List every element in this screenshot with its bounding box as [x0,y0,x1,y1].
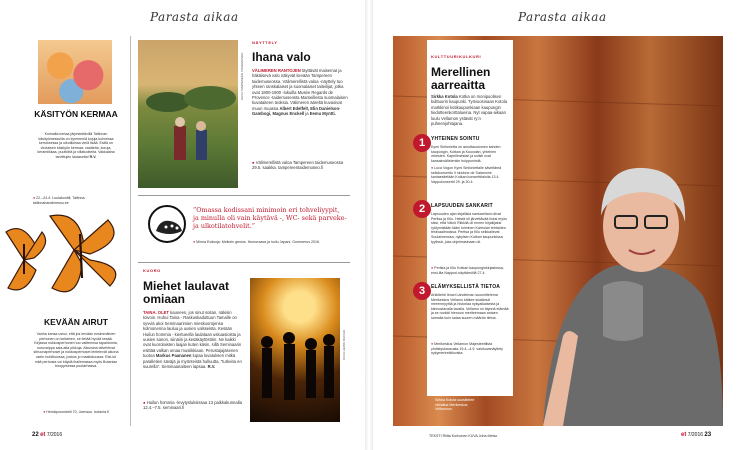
article-intro: Sirkka Kotola Kotka on monipuolisen kulttuurin kaupunki. Työvuosinaan Kotola markkinoi kotikaupunkiaan kaupungin tiedotteenkorttalueina. Nyt vapaa-aikaan luulu Vellamon ystävät ry:n puheenjohtajana. [431,94,508,127]
exhibition-painting [138,40,238,188]
article-panel [427,40,513,396]
item-2-body: Lapsuuden ajan kirjallisia sankareitani olivat Peritsa ja Kilu. Heistä oli järvettävää iloksi myös siksi, että Väinö Riikkilä oli ennen kirjailijaksi ryhtymistään lääni toiminen Karhulan tehtaiden terävaalimoissa. Peritsa ja Kilu seikkailevat Suulaimenssa, nykyisen Kotkan kaupunkissa tyylissä, joka ohjelmasinaan oli. [431,212,507,244]
item-1-info: ● Luca Vogon Kymi Sinfoniettalle säveltämä sellokonsertto Il sindone de Salamone kantaesitetään Kotkan konserttitalolla 13.4. Vappukonsertit 29. ja 30.4. [431,166,502,184]
item-3-info: ● Merikeskus Vellamon Majesteettiista yhdistyskaususta 19.4.–4.9. valokuvanäyttely nykymeriretkiluvista. [431,342,503,356]
right-folio: et 7/2016 23 [681,432,712,438]
column-divider [130,36,131,426]
butterfly-title: KEVÄÄN AIRUT [44,317,108,327]
exhibition-info: ● Välimerellistä valoa Tampereen taidemuseossa 29.5. saakka. tampereentaidemuseo.fi [252,160,344,171]
spread-gutter [365,0,373,450]
knitting-title: KÄSITYÖN KERMAA [34,109,118,119]
exhibition-photo-credit: KUVA TAMPEREEN TAIDEMUSEO [240,52,244,100]
knitting-image [38,40,112,104]
butterfly-body: Vanha kansa uskoi, että jos kevään ensimmäinen perhonen on keltainen, se tietää hyvää kesää. Kirjassa nokkosperhonen tuo valtteensa tapahtumia, suruvaippa sala-aita pikkuja. Aikuisina talvehtivat sitruunaperhoset ja nokkosperhoset lentelevät aikona usein huhtikuussa, joskus jo maaliskuussa. Etsi-kö mitä perhosia voi käydä ihailemassa myös Botanian trooppisessa puutarhassa. [33,332,119,369]
butterfly-illustration [4,210,129,310]
item-1-body: Kymi Sinfonietta on amuttaoulomen kahden kaupungin, Kotkan ja Kouvolan, yhteinen orkesteri. Kapellimestari ja solisti ovat kansainvälistenkin huippunimiä. [431,145,501,163]
butterfly-info: ● Heinäpuronlahti 70, Joensuu. botania.fi [43,410,109,414]
slipper-icon [148,205,186,243]
concert-kicker: KUORO [143,268,161,273]
knitting-info: ● 22.–24.4. Luulakonttii, Tallinna. tallinnahandimessu.ee [33,196,86,205]
article-title: Merellinen aarreaitta [431,65,491,92]
left-folio: 22 et 7/2016 [32,432,63,438]
concert-body: TAINA. OLET kauneen, jos sinut soitan, näkisin toivoin. Huhui Taina - Raskuskaduttuun Tamalle on syvviä akoi Seminaarimien mieskuorojensa kolmonenna laulua ja uusien valsseista. Kesään Huilun hommia - kiertueella laulataan uskuasioista ja uusien sanon, siinäiin ja kesäkäytöstöin. Ne kaikki ovat kuorolaisten laajan kuten käsin, sillä Seminaarin esittää valkan omaa musiikkiaan. Perustajajäsenen tuotoa Markus Paananen lupaa luvatuksen mitkä paralletien säväjä ja myönteistä hulluutta, "turkeita en suurella". Seminaariaiteen lapsaa. R.V. [143,310,242,370]
item-2-info: ● Peritsa ja Kilu Kotkan kaupunginkirjastossa, ensi-ilta Nappuri-näyttämöllä 27.4. [431,266,504,275]
right-page-header: Parasta aikaa [518,10,607,24]
section-divider [138,195,350,196]
left-page-header: Parasta aikaa [150,10,239,24]
knitting-body: Koimalta kertaa järjestettävillä Tallinnan käsityömessuilla on kymmeniä kojuja kolmessa kerroksessa ja ulkotiloissa vielä lisää. Esillä on virolaisen käsityön kermaa: vaatteita, koruja, keramiikkaa, puuttöitä ja villatuotteita. Vakkaiana tarvittujen lautaselta! R.V. [37,132,115,159]
concert-title: Miehet laulavat omiaan [143,279,230,306]
item-2-number: 2 [413,200,431,218]
exhibition-kicker: NÄYTTELY [252,40,278,45]
left-page [0,0,365,450]
concert-photo-credit: KUVA HEINO RUOHO [342,329,346,360]
right-page [373,0,738,450]
quote-text: ”Omassa kodissani minimoin eri tohveliyypit, ja minulla oli vain käytävä -, WC- sekä parveke- ja ulkotilatohvelit.” [193,206,347,230]
photo-caption: Sirkka Kotola suosittelee vierailua Merikeskus Vellamoon. [435,398,475,412]
item-3-body: Arkkitehti Ilmari Lahdelman suunnittelema Merikeskus Vellamo kätkee sisäänsä merenmyyttiä ja historiaa nykyaikaisesta ja kiinnostavalla tavalla. Vellamo on täynnä elämää: ja se ruokkii hienoon meriteemaan antaen samalla kuin salaa suuren määrän tietoa. [431,293,510,320]
concert-info: ● Huilun hommia -levytysluksissaa 13 paikkakunnalla 12.4.–7.5. seminaari.fi [143,400,242,411]
credits: TEKSTI Riitta Korhonen KUVA Juha Metso [429,434,498,438]
item-3-number: 3 [413,282,431,300]
item-2-title: LAPSUUDEN SANKARIT [431,203,493,209]
exhibition-title: Ihana valo [252,50,311,64]
item-3-title: ELÄMYKSELLISTÄ TIETOA [431,284,501,290]
quote-source: ● Minna Eväsoja: Meikein genius. Humoraava ja hullu Japani. Gummerus 2016. [193,240,321,244]
article-kicker: KULTTUURIKULKURI [431,54,482,59]
section-divider-2 [138,262,350,263]
item-1-title: YHTEINEN SOINTU [431,136,480,142]
item-1-number: 1 [413,134,431,152]
butterfly-image [4,210,129,310]
concert-photo [250,278,340,422]
exhibition-body: VÄLIMEREN RANTOJEN täyttävät maisemat ja häkäisevä valo näkyvät kevään Tampereen taidemuseossa. Välimerellistä valoa -näyttely tuo yhteen ranskalaiset ja suomalaiset taiteilijat, jotka ovat 1800-1900 -lukuilla Musée Regards de Provence -taidemuseosta Marseillesta suomalaisen kuvataiteen teoksia. Välimeren ääreltä kuvaoivat muun muassa Albert Edelfelt, Elin Danielson-Gambogi, Magnus Enckell ja Eemu Myntti. [252,68,348,117]
